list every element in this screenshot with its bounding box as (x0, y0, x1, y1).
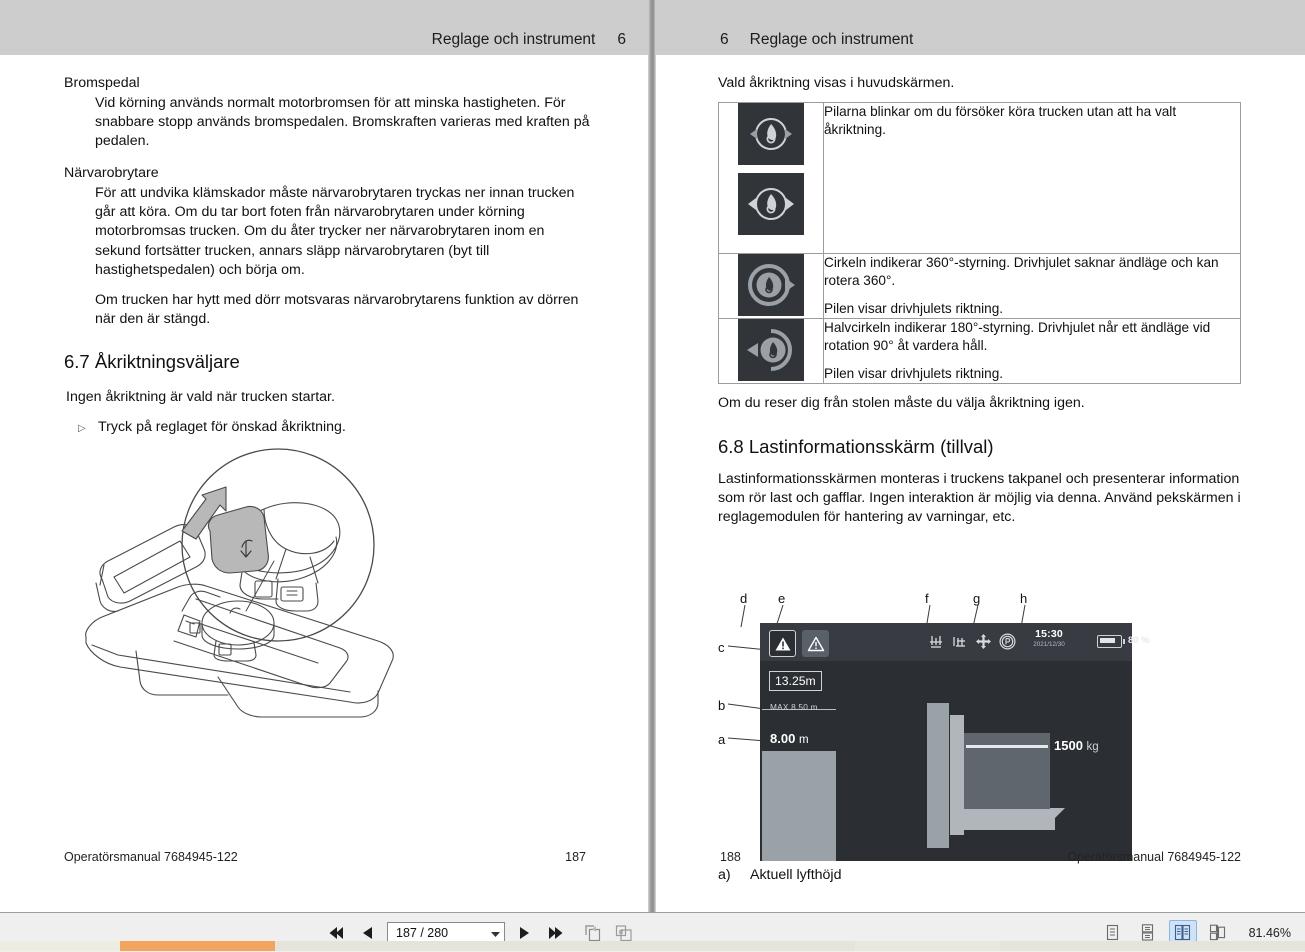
page-number-value: 187 / 280 (396, 925, 449, 940)
page-right-footer-manual: Operatörsmanual 7684945-122 (1067, 850, 1241, 864)
page-right-header (656, 0, 1305, 55)
section-6-8-body: Lastinformationsskärmen monteras i truckens takpanel och presenterar information som rör last och gafflar. Ingen interaktion är möjlig via denna. Använd pekskärmen i reglagemodulen för hantering av varningar, etc. (718, 471, 1241, 525)
callout-a: a (718, 732, 726, 747)
callout-f: f (925, 591, 929, 606)
steering-360-icon (738, 254, 804, 316)
right-page-lead: Vald åkriktning visas i huvudskärmen. (718, 75, 955, 91)
taskbar-item-active[interactable] (120, 941, 275, 951)
table-text-cell (824, 319, 1241, 384)
load-information-screen-figure (718, 591, 1248, 881)
page-left[interactable] (0, 0, 651, 912)
section-6-8-heading: 6.8 Lastinformationsskärm (tillval) (718, 436, 994, 458)
table-icon-cell (719, 103, 824, 254)
max-height-label: MAX 8.50 m (770, 702, 818, 712)
callout-g: g (973, 591, 981, 606)
table-row-3-paragraph-1: Halvcirkeln indikerar 180°-styrning. Drivhjulet når ett ändläge vid rotation 90° åt vardera håll. (824, 320, 1211, 353)
clock-time: 15:30 (1035, 628, 1063, 640)
direction-arrows-icon-1 (738, 103, 804, 165)
table-row-3-paragraph-2: Pilen visar drivhjulets riktning. (824, 366, 1004, 382)
parking-brake-icon (999, 633, 1016, 655)
section-narvarobrytare (64, 165, 594, 329)
page-left-footer (64, 850, 586, 864)
section-6-8 (718, 436, 1243, 527)
page-left-body (0, 55, 650, 912)
callout-c: c (718, 640, 725, 655)
page-left-header-title: Reglage och instrument (431, 31, 596, 48)
page-right-header-chapter: 6 (720, 31, 729, 48)
direction-indicator-table (718, 102, 1241, 384)
table-row-2-paragraph-2: Pilen visar drivhjulets riktning. (824, 301, 1004, 317)
callout-h: h (1020, 591, 1028, 606)
fork-graphic (950, 808, 1055, 830)
narvarobrytare-body (95, 184, 594, 329)
page-gutter (648, 0, 656, 912)
fork-tilt-icon (952, 634, 968, 655)
table-icon-cell (719, 319, 824, 384)
fork-tip-graphic (1043, 808, 1065, 830)
warning-triangle-outline-icon (802, 630, 829, 657)
section-6-7-bullet-text: Tryck på reglaget för önskad åkriktning. (98, 418, 346, 435)
section-6-7-lead: Ingen åkriktning är vald när trucken startar. (66, 388, 335, 405)
warning-triangle-filled-icon (769, 630, 796, 657)
current-height-value: 8.00 m (770, 731, 809, 746)
bromspedal-body (95, 94, 594, 151)
status-icon-group (928, 633, 1016, 655)
battery-icon (1097, 635, 1122, 648)
load-weight-value: 1500 kg (1054, 738, 1099, 753)
battery-percent: 80 % (1128, 635, 1150, 646)
clock-display (1018, 628, 1080, 648)
page-left-footer-number: 187 (565, 850, 586, 864)
section-6-7-heading: 6.7 Åkriktningsväljare (64, 350, 240, 372)
section-6-7-bullet (78, 419, 594, 438)
page-right-footer (720, 850, 1241, 864)
move-icon (976, 634, 991, 654)
callout-b: b (718, 698, 726, 713)
steering-180-icon (738, 319, 804, 381)
table-row (719, 254, 1241, 319)
height-bar (762, 751, 836, 861)
table-row-1-paragraph-1: Pilarna blinkar om du försöker köra trucken utan att ha valt åkriktning. (824, 104, 1177, 137)
chevron-down-icon[interactable] (491, 924, 500, 942)
page-right[interactable] (656, 0, 1305, 912)
table-row (719, 319, 1241, 384)
after-table-text: Om du reser dig från stolen måste du välja åkriktning igen. (718, 395, 1085, 412)
taskbar-item-3[interactable] (1000, 941, 1305, 951)
screen-status-bar (760, 623, 1150, 661)
callout-d: d (740, 591, 748, 606)
page-right-header-title: Reglage och instrument (749, 31, 914, 48)
load-top-line (966, 745, 1048, 748)
page-left-text-column (64, 75, 594, 438)
page-right-footer-number: 188 (720, 850, 741, 864)
page-left-header-chapter: 6 (617, 31, 626, 48)
page-left-footer-manual: Operatörsmanual 7684945-122 (64, 850, 238, 864)
narvarobrytare-paragraph-2: Om trucken har hytt med dörr motsvaras närvarobrytarens funktion av dörren när den är stängd. (95, 291, 579, 327)
figure-legend (718, 867, 841, 883)
page-left-header (0, 0, 650, 55)
table-row-2-paragraph-1: Cirkeln indikerar 360°-styrning. Drivhjulet saknar ändläge och kan rotera 360°. (824, 255, 1219, 288)
page-number-input[interactable] (387, 922, 505, 943)
narvarobrytare-paragraph-1: För att undvika klämskador måste närvarobrytaren tryckas ner innan trucken går att köra. Om du tar bort foten från närvarobrytaren under körning motorbromsas trucken. Om du åter trycker ner närvarobrytaren inom en sekund fortsätter trucken, annars släpp närvarobrytaren (byt till hastighetspedalen) och börja om. (95, 185, 575, 278)
max-height-box: 13.25m (769, 671, 822, 691)
bromspedal-paragraph-1: Vid körning används normalt motorbromsen för att minska hastigheten. För snabbare stopp används bromspedalen. Bromskraften varieras med kraften på pedalen. (95, 95, 590, 150)
bromspedal-heading: Bromspedal (64, 75, 140, 91)
table-text-cell (824, 254, 1241, 319)
direction-arrows-icon-2 (738, 173, 804, 235)
taskbar-item-1[interactable] (0, 941, 120, 951)
load-info-screen (760, 623, 1150, 861)
bullet-triangle-icon: ▷ (78, 422, 86, 434)
table-row (719, 103, 1241, 254)
callout-e: e (778, 591, 786, 606)
table-icon-cell (719, 254, 824, 319)
taskbar-item-2[interactable] (275, 941, 855, 951)
clock-date: 2021/12/30 (1033, 641, 1065, 648)
table-text-cell (824, 103, 1241, 254)
mast-graphic (927, 703, 949, 848)
page-right-text-column (718, 75, 1243, 527)
page-right-body (656, 55, 1305, 912)
legend-text-a: Aktuell lyfthöjd (750, 867, 842, 883)
section-6-7 (64, 351, 594, 438)
zoom-level-label: 81.46% (1248, 925, 1291, 940)
legend-key-a: a) (718, 867, 731, 883)
fork-level-icon (928, 634, 944, 655)
narvarobrytare-heading: Närvarobrytare (64, 165, 159, 182)
section-bromspedal (64, 75, 594, 151)
armrest-direction-selector-illustration (78, 445, 438, 745)
